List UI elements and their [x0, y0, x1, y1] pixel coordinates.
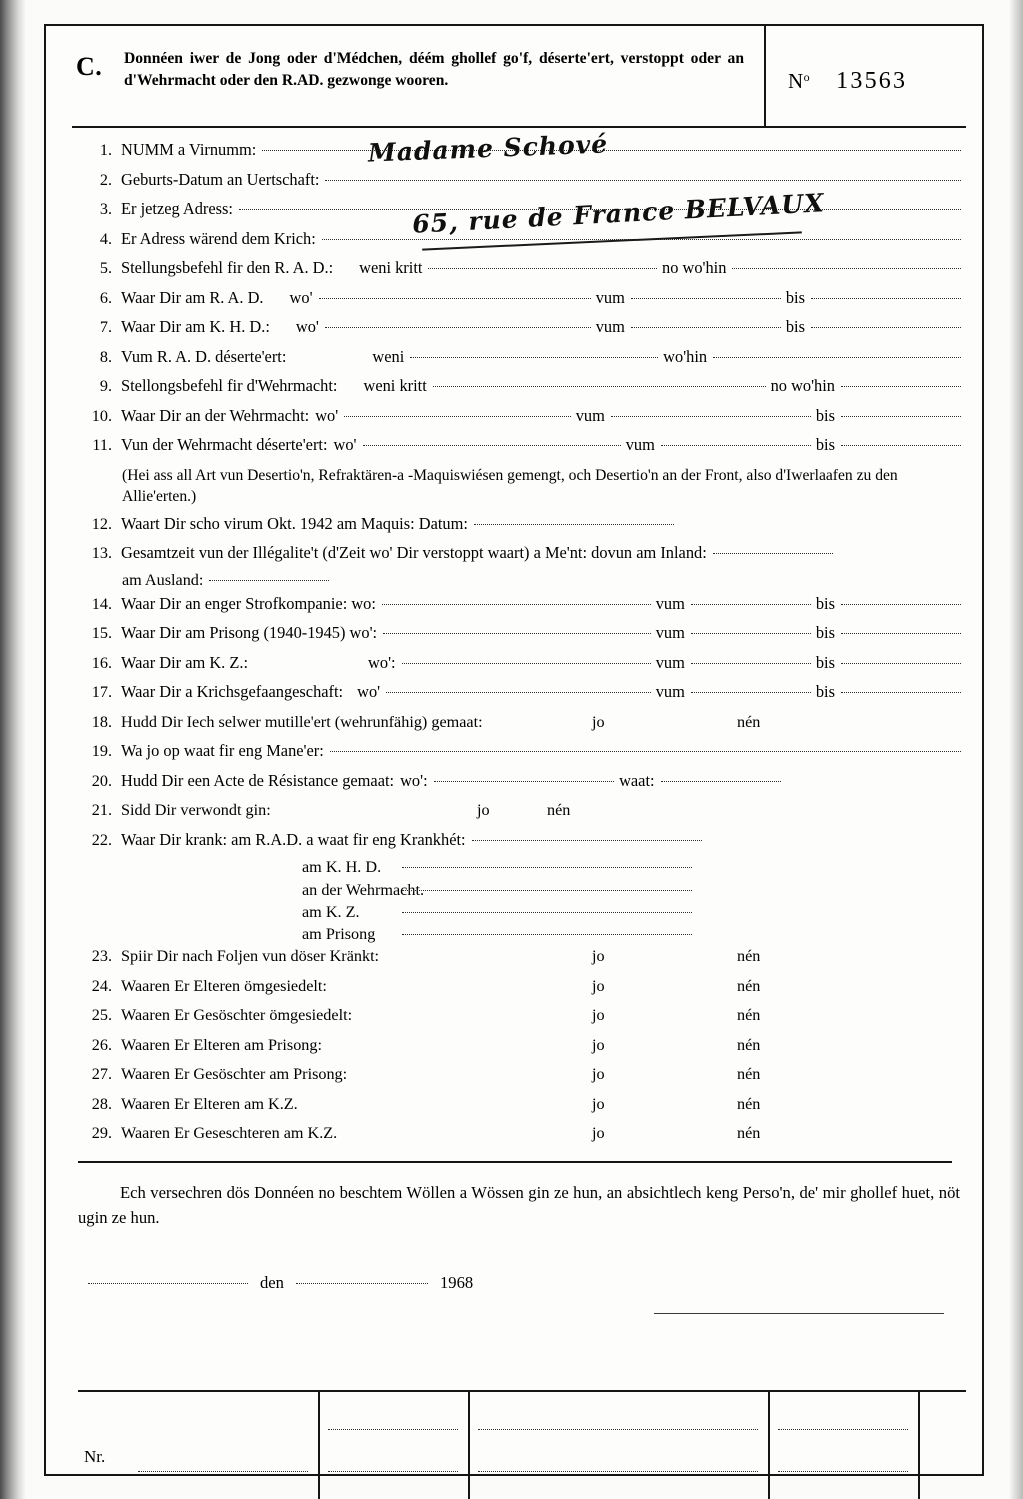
question-number: 25.: [91, 1006, 112, 1025]
question-row: [72, 287, 966, 312]
q22-sublabel: am K. Z.: [302, 902, 360, 921]
answer-field[interactable]: [386, 691, 651, 693]
question-label: Waaren Er Gesöschter ömgesiedelt:: [121, 1006, 353, 1025]
question-sublabel: am Ausland:: [122, 570, 204, 589]
q22-subquestions: [72, 859, 966, 942]
answer-field[interactable]: [434, 780, 614, 782]
question-sublabel: bis: [815, 435, 835, 454]
answer-field[interactable]: [402, 889, 692, 891]
answer-yes[interactable]: jo: [592, 712, 605, 731]
question-row: [72, 1007, 966, 1029]
question-sublabel: wo': [289, 287, 313, 307]
question-row: [72, 378, 966, 400]
question-number: 21.: [91, 801, 112, 820]
question-sublabel: bis: [785, 287, 805, 307]
question-row: [72, 714, 966, 736]
answer-field[interactable]: [344, 415, 571, 417]
number-label: $N^o$: [788, 69, 811, 93]
q22-sublabel: an der Wehrmacht.: [302, 880, 424, 899]
header-divider: [764, 26, 766, 126]
answer-field[interactable]: [661, 444, 811, 446]
table-cell-field[interactable]: [138, 1470, 308, 1472]
form-sheet: [44, 24, 984, 1476]
answer-no[interactable]: nén: [737, 712, 761, 731]
answer-field[interactable]: [383, 632, 651, 634]
question-label: Geburts-Datum an Uertschaft:: [121, 169, 320, 189]
answer-field[interactable]: [611, 415, 811, 417]
answer-field[interactable]: [691, 691, 811, 693]
question-number: 6.: [99, 288, 112, 307]
question-number: 27.: [91, 1065, 112, 1084]
answer-field[interactable]: [811, 326, 961, 328]
question-sublabel: vum: [655, 682, 685, 702]
question-note: (Hei ass all Art vun Desertio'n, Refraktären-a -Maquiswiésen gemengt, och Desertio'n an der Front, also d'Iwerlaafen zu den Allie'erten.): [122, 466, 898, 505]
answer-field[interactable]: [402, 911, 692, 913]
question-row: [72, 802, 966, 824]
answer-yes[interactable]: jo: [592, 1006, 605, 1025]
signature-line[interactable]: [654, 1313, 944, 1314]
answer-field[interactable]: [691, 603, 811, 605]
q22-sublabel: am K. H. D.: [302, 858, 382, 877]
question-row: [72, 346, 966, 371]
question-row: [72, 743, 966, 765]
question-number: 29.: [91, 1124, 112, 1143]
question-sublabel: wo'hin: [663, 346, 708, 366]
question-label: Hudd Dir Iech selwer mutille'ert (wehrunfähig) gemaat:: [121, 712, 483, 731]
answer-no[interactable]: nén: [737, 1124, 761, 1143]
answer-field[interactable]: [713, 552, 833, 554]
question-sublabel: bis: [815, 405, 835, 425]
answer-field[interactable]: [325, 179, 961, 181]
answer-no[interactable]: nén: [737, 1035, 761, 1054]
answer-field[interactable]: [661, 780, 781, 782]
question-sublabel: wo': [333, 435, 357, 454]
answer-field[interactable]: [402, 662, 651, 664]
header-title: Donnéen iwer de Jong oder d'Médchen, déém ghollef go'f, déserte'ert, verstoppt oder an d'Wehrmacht oder den R.AD. gezwonge wooren.: [124, 50, 744, 90]
question-label: Waar Dir am K. Z.:: [121, 652, 249, 672]
year-label: 1968: [439, 1272, 474, 1292]
place-field[interactable]: [88, 1282, 248, 1284]
nr-label: Nr.: [84, 1447, 106, 1466]
question-label: Er Adress wärend dem Krich:: [121, 228, 316, 248]
question-number: 16.: [91, 653, 112, 672]
answer-field[interactable]: [691, 662, 811, 664]
answer-field[interactable]: [382, 603, 651, 605]
section-letter: C.: [76, 52, 103, 81]
answer-field[interactable]: [841, 385, 961, 387]
answer-yes[interactable]: jo: [592, 976, 605, 995]
question-sublabel: vum: [655, 593, 685, 613]
answer-yes[interactable]: jo: [477, 801, 490, 820]
answer-field[interactable]: [631, 297, 781, 299]
question-sublabel: wo': [315, 405, 339, 425]
answer-no[interactable]: nén: [737, 947, 761, 966]
table-cell-field[interactable]: [778, 1470, 908, 1472]
question-sublabel: vum: [595, 317, 625, 336]
office-use-table: [78, 1390, 966, 1499]
answer-field[interactable]: [732, 267, 961, 269]
question-row: [72, 978, 966, 1000]
table-cell-field[interactable]: [328, 1470, 458, 1472]
question-label: Er jetzeg Adress:: [121, 199, 233, 218]
question-sublabel: weni kritt: [359, 258, 423, 277]
question-number: 11.: [92, 436, 112, 454]
question-row: [72, 593, 966, 618]
answer-field[interactable]: [691, 632, 811, 634]
form-body: [72, 128, 966, 1466]
question-sublabel: bis: [785, 317, 805, 336]
question-row: [72, 513, 966, 538]
question-label: Waaren Er Elteren ömgesiedelt:: [121, 976, 327, 995]
answer-no[interactable]: nén: [737, 1094, 761, 1113]
question-label: Vun der Wehrmacht déserte'ert:: [121, 435, 328, 454]
answer-field[interactable]: [474, 523, 674, 525]
question-label: Vum R. A. D. déserte'ert:: [121, 346, 287, 366]
question-number: 19.: [91, 742, 112, 761]
date-field[interactable]: [296, 1282, 428, 1284]
question-label: Waar Dir am K. H. D.:: [121, 317, 270, 336]
answer-field[interactable]: [472, 839, 702, 841]
answer-yes[interactable]: jo: [592, 1094, 605, 1113]
question-row: [72, 1037, 966, 1059]
question-row: [72, 319, 966, 341]
question-sublabel: no wo'hin: [662, 258, 727, 277]
table-column-divider: [768, 1392, 770, 1499]
question-sublabel: vum: [595, 287, 625, 307]
question-row: [72, 405, 966, 430]
question-sublabel: wo':: [400, 770, 428, 790]
question-number: 3.: [99, 200, 112, 218]
table-cell-field[interactable]: [478, 1470, 758, 1472]
question-number: 28.: [91, 1094, 112, 1113]
question-row: [72, 625, 966, 647]
question-number: 10.: [91, 406, 112, 425]
answer-field[interactable]: [811, 297, 961, 299]
answer-field[interactable]: [841, 632, 961, 634]
question-number: 18.: [91, 712, 112, 731]
question-number: 26.: [91, 1035, 112, 1054]
question-row: [72, 1096, 966, 1118]
question-sublabel: wo': [357, 682, 381, 702]
question-number: 1.: [99, 141, 112, 159]
answer-yes[interactable]: jo: [592, 1065, 605, 1084]
question-label: Gesamtzeit vun der Illégalite't (d'Zeit wo' Dir verstoppt waart) a Me'nt: dovun am Inland:: [121, 543, 707, 563]
question-sublabel: waat:: [619, 770, 655, 790]
answer-field[interactable]: [325, 326, 591, 328]
question-row: [72, 829, 966, 854]
question-number: 8.: [99, 347, 112, 366]
table-column-divider: [468, 1392, 470, 1499]
question-sublabel: bis: [815, 623, 835, 643]
question-number: 14.: [91, 594, 112, 613]
q22-subrow: [72, 926, 966, 942]
question-label: Hudd Dir een Acte de Résistance gemaat:: [121, 770, 395, 790]
question-sublabel: weni kritt: [363, 376, 427, 395]
answer-field[interactable]: [841, 691, 961, 693]
answer-field[interactable]: [841, 603, 961, 605]
question-sublabel: bis: [815, 652, 835, 672]
answer-no[interactable]: nén: [737, 1065, 761, 1084]
question-number: 9.: [99, 377, 112, 395]
date-line: [88, 1272, 966, 1292]
question-sublabel: no wo'hin: [770, 376, 835, 395]
question-row: [72, 169, 966, 194]
question-label: NUMM a Virnumm:: [121, 140, 257, 159]
question-number: 4.: [99, 229, 112, 248]
answer-field[interactable]: [209, 579, 329, 581]
handwritten-address: 65, rue de France BELVAUX: [411, 188, 826, 239]
question-number: 17.: [91, 683, 112, 702]
answer-no[interactable]: nén: [737, 1006, 761, 1025]
answer-field[interactable]: [841, 415, 961, 417]
question-row: [72, 948, 966, 970]
question-sublabel: vum: [575, 405, 605, 425]
table-cell-field[interactable]: [478, 1428, 758, 1430]
answer-field[interactable]: [631, 326, 781, 328]
answer-field[interactable]: [363, 444, 621, 446]
question-row: [72, 228, 966, 253]
q22-subrow: [72, 859, 966, 875]
question-label: Wa jo op waat fir eng Mane'er:: [121, 741, 324, 761]
question-label: Waar Dir an der Wehrmacht:: [121, 405, 310, 425]
answer-field[interactable]: [428, 267, 657, 269]
question-number: 12.: [91, 514, 112, 533]
question-sublabel: wo': [295, 317, 319, 336]
question-number: 22.: [91, 830, 112, 849]
question-sublabel: bis: [815, 593, 835, 613]
answer-field[interactable]: [841, 662, 961, 664]
question-label: Waaren Er Elteren am Prisong:: [121, 1035, 322, 1054]
handwritten-name: Madame Schové: [367, 129, 609, 168]
question-row: [72, 652, 966, 677]
answer-yes[interactable]: jo: [592, 1035, 605, 1054]
question-label: Waar Dir an enger Strofkompanie: wo:: [121, 593, 376, 613]
question-label: Waar Dir krank: am R.A.D. a waat fir eng Krankhét:: [121, 829, 466, 849]
question-number: 20.: [91, 771, 112, 790]
answer-field[interactable]: [330, 750, 961, 752]
table-cell-field[interactable]: [778, 1428, 908, 1430]
question-row: [72, 1066, 966, 1088]
question-number: 5.: [99, 259, 112, 277]
question-label: Stellongsbefehl fir d'Wehrmacht:: [121, 376, 338, 395]
q22-subrow: [72, 904, 966, 920]
q22-subrow: [72, 882, 966, 898]
question-sublabel: bis: [815, 682, 835, 702]
question-label: Waaren Er Gesöschter am Prisong:: [121, 1065, 348, 1084]
question-label: Waar Dir am R. A. D.: [121, 287, 264, 307]
answer-no[interactable]: nén: [547, 801, 571, 820]
question-sublabel: wo':: [368, 652, 396, 672]
answer-no[interactable]: nén: [737, 976, 761, 995]
answer-field[interactable]: [841, 444, 961, 446]
answer-field[interactable]: [402, 933, 692, 935]
question-subrow: [122, 572, 966, 588]
question-label: Waaren Er Geseschteren am K.Z.: [121, 1124, 338, 1143]
question-label: Waart Dir scho virum Okt. 1942 am Maquis: Datum:: [121, 513, 468, 533]
question-label: Waaren Er Elteren am K.Z.: [121, 1094, 298, 1113]
question-number: 23.: [91, 947, 112, 966]
question-number: 2.: [99, 170, 112, 189]
question-label: Stellungsbefehl fir den R. A. D.:: [121, 258, 334, 277]
question-label: Spiir Dir nach Foljen vun döser Kränkt:: [121, 947, 380, 966]
answer-yes[interactable]: jo: [592, 947, 605, 966]
question-label: Sidd Dir verwondt gin:: [121, 801, 271, 820]
section-divider: [78, 1161, 952, 1163]
question-number: 13.: [91, 544, 112, 563]
question-label: Waar Dir a Krichsgefaangeschaft:: [121, 682, 344, 702]
question-row: [72, 684, 966, 706]
question-sublabel: vum: [655, 652, 685, 672]
answer-field[interactable]: [410, 356, 658, 358]
question-row: [72, 545, 966, 567]
question-row: [72, 437, 966, 459]
answer-field[interactable]: [433, 385, 766, 387]
question-label: Waar Dir am Prisong (1940-1945) wo':: [121, 623, 378, 643]
form-header: [72, 40, 966, 128]
table-column-divider: [318, 1392, 320, 1499]
date-label: den: [260, 1272, 284, 1292]
question-number: 15.: [91, 624, 112, 643]
question-sublabel: weni: [372, 346, 405, 366]
question-sublabel: vum: [625, 435, 655, 454]
answer-field[interactable]: [713, 356, 961, 358]
form-number: [788, 68, 916, 95]
question-row: [72, 260, 966, 282]
q22-sublabel: am Prisong: [302, 924, 376, 943]
question-number: 7.: [99, 318, 112, 336]
answer-field[interactable]: [402, 866, 692, 868]
answer-yes[interactable]: jo: [592, 1124, 605, 1143]
number-value: 13563: [836, 68, 908, 94]
question-row: [72, 1125, 966, 1147]
table-cell-field[interactable]: [328, 1428, 458, 1430]
table-column-divider: [918, 1392, 920, 1499]
question-number: 24.: [91, 976, 112, 995]
answer-field[interactable]: [319, 297, 591, 299]
declaration-text: Ech versechren dös Donnéen no beschtem Wöllen a Wössen gin ze hun, an absichtlech keng Perso'n, de' mir ghollef huet, nöt ugin ze hun.: [78, 1183, 960, 1227]
question-row: [72, 770, 966, 795]
question-sublabel: vum: [655, 623, 685, 643]
